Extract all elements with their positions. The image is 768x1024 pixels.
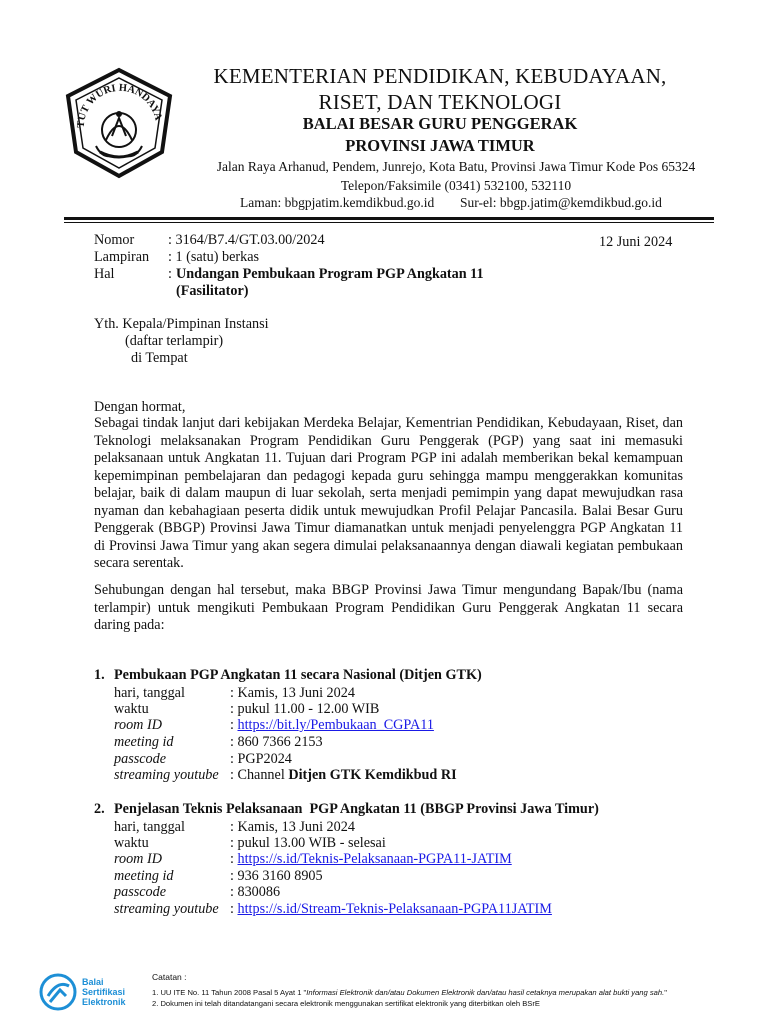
office-website: Laman: bbgpjatim.kemdikbud.go.id — [240, 195, 435, 210]
bsre-logo — [38, 972, 78, 1012]
bsre-name-line2: Sertifikasi — [82, 987, 126, 997]
event-1-room-colon: : — [230, 717, 238, 733]
office-name-line2: PROVINSI JAWA TIMUR — [345, 136, 535, 155]
paragraph-2: Sehubungan dengan hal tersebut, maka BBGP Provinsi Jawa Timur mengundang Bapak/Ibu (nama terlampir) untuk mengikuti Pembukaan Program Pendidikan Guru Penggerak Angkatan 11 secara daring pada: — [94, 582, 683, 633]
event-2-hari-label: hari, tanggal — [114, 819, 185, 835]
event-2-number: 2. — [94, 801, 105, 817]
event-1-room-link[interactable]: https://bit.ly/Pembukaan_CGPA11 — [237, 717, 434, 733]
nomor-value: : 3164/B7.4/GT.03.00/2024 — [168, 232, 325, 248]
office-phone: Telepon/Faksimile (0341) 532100, 532110 — [340, 178, 572, 193]
tut-wuri-handayani-icon — [62, 66, 176, 180]
event-2-title: Penjelasan Teknis Pelaksanaan PGP Angkatan 11 (BBGP Provinsi Jawa Timur) — [114, 801, 599, 817]
event-1-passcode-label: passcode — [114, 751, 167, 767]
bsre-name-line3: Elektronik — [82, 997, 126, 1007]
hal-value-line2: (Fasilitator) — [176, 283, 249, 299]
event-1-waktu-label: waktu — [114, 701, 149, 717]
event-2-streaming — [230, 901, 552, 918]
event-1-streaming-prefix: : Channel — [230, 767, 289, 783]
paragraph-1: Sebagai tindak lanjut dari kebijakan Merdeka Belajar, Kementrian Pendidikan, Kebudayaan, Riset, dan Teknologi melaksanakan Program Pendidikan Guru Penggerak (PGP) yang saat ini memasuki pelaksanaan untuk Angkatan 11. Tujuan dari Program PGP ini adalah memberikan bekal kemampuan kepemimpinan pembelajaran dan pedagogi kepada guru sehingga mampu menggerakkan komunitas belajar, baik di dalam maupun di luar sekolah, serta menjadi pemimpin yang dapat mewujudkan rasa nyaman dan kebahagiaan peserta didik untuk mewujudkan Profil Pelajar Pancasila. Balai Besar Guru Penggerak (BBGP) Provinsi Jawa Timur diamanatkan untuk menjadi penyelenggra PGP Angkatan 11 di Provinsi Jawa Timur yang akan segera dimulai pelaksanaannya dengan diawali kegiatan pembukaan secara serentak. — [94, 415, 683, 571]
recipient-line2: (daftar terlampir) — [125, 333, 224, 349]
letterhead-divider — [64, 217, 714, 220]
event-2-streaming-label: streaming youtube — [114, 901, 219, 917]
hal-label: Hal — [94, 266, 115, 282]
letter-date: 12 Juni 2024 — [599, 234, 673, 250]
event-2-hari-value: : Kamis, 13 Juni 2024 — [230, 819, 355, 835]
event-2-room — [230, 851, 512, 868]
event-2-room-label: room ID — [114, 851, 162, 867]
footer-note-1-prefix: 1. UU ITE No. 11 Tahun 2008 Pasal 5 Ayat 1 " — [152, 988, 307, 997]
event-1-meeting-value: : 860 7366 2153 — [230, 734, 323, 750]
event-2-streaming-link[interactable]: https://s.id/Stream-Teknis-Pelaksanaan-PGPA11JATIM — [237, 901, 552, 917]
hal-value-line1: Undangan Pembukaan Program PGP Angkatan 11 — [176, 266, 484, 282]
bsre-icon — [38, 972, 78, 1012]
event-1-passcode-value: : PGP2024 — [230, 751, 292, 767]
event-1-number: 1. — [94, 667, 105, 683]
letterhead-divider-thin — [64, 222, 714, 223]
ministry-name-line1: KEMENTERIAN PENDIDIKAN, KEBUDAYAAN, — [213, 64, 667, 88]
footer-note-1-suffix: " — [664, 988, 667, 997]
event-1-hari-label: hari, tanggal — [114, 685, 185, 701]
event-2-meeting-value: : 936 3160 8905 — [230, 868, 323, 884]
event-1-waktu-value: : pukul 11.00 - 12.00 WIB — [230, 701, 380, 717]
event-1-meeting-label: meeting id — [114, 734, 174, 750]
footer-note-2: 2. Dokumen ini telah ditandatangani secara elektronik menggunakan sertifikat elektronik yang diterbitkan oleh BSrE — [152, 999, 540, 1008]
office-name-line1: BALAI BESAR GURU PENGGERAK — [302, 114, 578, 133]
event-2-waktu-label: waktu — [114, 835, 149, 851]
event-2-room-colon: : — [230, 851, 238, 867]
event-2-meeting-label: meeting id — [114, 868, 174, 884]
footer-note-1-italic: Informasi Elektronik dan/atau Dokumen Elektronik dan/atau hasil cetaknya merupakan alat bukti yang sah. — [306, 988, 665, 997]
greeting: Dengan hormat, — [94, 399, 186, 415]
event-2-passcode-value: : 830086 — [230, 884, 281, 900]
recipient-line3: di Tempat — [131, 350, 188, 366]
event-2-streaming-prefix: : — [230, 901, 238, 917]
event-1-streaming — [230, 767, 457, 784]
event-2-waktu-value: : pukul 13.00 WIB - selesai — [230, 835, 386, 851]
nomor-label: Nomor — [94, 232, 135, 248]
catatan-label: Catatan : — [152, 972, 187, 982]
footer-note-1 — [152, 988, 667, 997]
lampiran-value: : 1 (satu) berkas — [168, 249, 260, 265]
event-2-passcode-label: passcode — [114, 884, 167, 900]
lampiran-label: Lampiran — [94, 249, 150, 265]
ministry-name-line2: RISET, DAN TEKNOLOGI — [318, 90, 562, 114]
ministry-logo — [62, 66, 176, 180]
event-1-room — [230, 717, 434, 734]
bsre-name-line1: Balai — [82, 977, 104, 987]
hal-colon: : — [168, 266, 172, 282]
event-1-streaming-value: Ditjen GTK Kemdikbud RI — [288, 767, 457, 783]
office-address: Jalan Raya Arhanud, Pendem, Junrejo, Kota Batu, Provinsi Jawa Timur Kode Pos 65324 — [216, 159, 696, 174]
svg-text:TUT WURI HANDAYANI: TUT WURI HANDAYA — [75, 82, 164, 129]
office-email: Sur-el: bbgp.jatim@kemdikbud.go.id — [460, 195, 662, 210]
event-1-room-label: room ID — [114, 717, 162, 733]
event-1-title: Pembukaan PGP Angkatan 11 secara Nasional (Ditjen GTK) — [114, 667, 482, 683]
event-1-hari-value: : Kamis, 13 Juni 2024 — [230, 685, 355, 701]
recipient-line1: Yth. Kepala/Pimpinan Instansi — [94, 316, 269, 332]
event-2-room-link[interactable]: https://s.id/Teknis-Pelaksanaan-PGPA11-JATIM — [237, 851, 512, 867]
event-1-streaming-label: streaming youtube — [114, 767, 219, 783]
